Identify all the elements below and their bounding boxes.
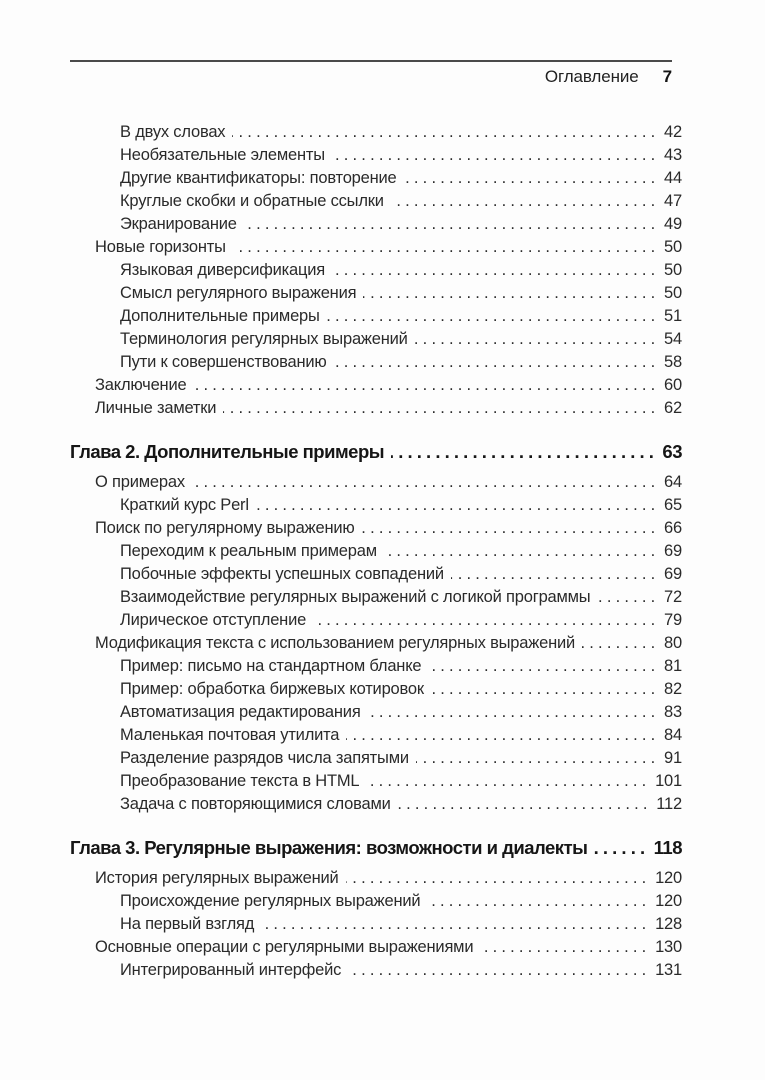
dot-leader xyxy=(261,913,646,936)
toc-entry xyxy=(70,770,682,793)
toc-entry xyxy=(70,793,682,816)
toc-entry-page-number: 42 xyxy=(664,123,682,141)
toc-entry-label: Дополнительные примеры xyxy=(120,307,320,325)
dot-leader xyxy=(416,747,655,770)
toc-entry xyxy=(70,609,682,632)
dot-leader xyxy=(368,701,655,724)
toc-entry-label: Круглые скобки и обратные ссылки xyxy=(120,192,384,210)
dot-leader xyxy=(192,471,655,494)
toc-entry-page-number: 50 xyxy=(664,238,682,256)
toc-entry-label: Лирическое отступление xyxy=(120,611,307,629)
toc-entry-label: Пример: обработка биржевых котировок xyxy=(120,680,424,698)
toc-entry-page-number: 65 xyxy=(664,496,682,514)
toc-chapter-title: Глава 3. Регулярные выражения: возможности и диалекты xyxy=(70,837,588,858)
toc-entry xyxy=(70,913,682,936)
toc-entry-label: Интегрированный интерфейс xyxy=(120,961,342,979)
toc-entry-page-number: 47 xyxy=(664,192,682,210)
toc-entry xyxy=(70,655,682,678)
toc-entry-page-number: 62 xyxy=(664,399,682,417)
toc-entry-page-number: 84 xyxy=(664,726,682,744)
toc-entry xyxy=(70,540,682,563)
toc-entry xyxy=(70,747,682,770)
toc-entry-label: Заключение xyxy=(95,376,187,394)
toc-entry xyxy=(70,890,682,913)
dot-leader xyxy=(256,494,655,517)
toc-entry xyxy=(70,305,682,328)
dot-leader xyxy=(597,586,655,609)
toc-entry-label: Побочные эффекты успешных совпадений xyxy=(120,565,444,583)
dot-leader xyxy=(232,121,655,144)
toc-entry-page-number: 44 xyxy=(664,169,682,187)
dot-leader xyxy=(398,793,648,816)
toc-entry xyxy=(70,121,682,144)
dot-leader xyxy=(346,867,647,890)
toc-entry xyxy=(70,236,682,259)
dot-leader xyxy=(332,144,655,167)
toc-entry-label: Другие квантификаторы: повторение xyxy=(120,169,397,187)
toc-entry xyxy=(70,397,682,420)
page-number: 7 xyxy=(662,67,672,86)
toc-entry xyxy=(70,517,682,540)
toc-entry-page-number: 50 xyxy=(664,261,682,279)
dot-leader xyxy=(332,259,655,282)
toc-chapter-heading xyxy=(70,834,682,862)
toc-entry xyxy=(70,167,682,190)
dot-leader xyxy=(366,770,646,793)
toc-entry xyxy=(70,471,682,494)
toc-entry xyxy=(70,632,682,655)
toc-entry-label: Личные заметки xyxy=(95,399,217,417)
toc-entry-page-number: 130 xyxy=(655,938,682,956)
dot-leader xyxy=(193,374,655,397)
toc-chapter-title: Глава 2. Дополнительные примеры xyxy=(70,441,385,462)
toc-entry xyxy=(70,867,682,890)
dot-leader xyxy=(391,190,655,213)
toc-entry-page-number: 91 xyxy=(664,749,682,767)
toc-entry-label: Модификация текста с использованием регулярных выражений xyxy=(95,634,576,652)
dot-leader xyxy=(404,167,656,190)
toc-entry-label: Смысл регулярного выражения xyxy=(120,284,357,302)
toc-entry-page-number: 82 xyxy=(664,680,682,698)
toc-entry-page-number: 58 xyxy=(664,353,682,371)
toc-entry-label: Пути к совершенствованию xyxy=(120,353,327,371)
toc-entry-label: Краткий курс Perl xyxy=(120,496,249,514)
toc-entry-page-number: 54 xyxy=(664,330,682,348)
toc-entry-label: О примерах xyxy=(95,473,185,491)
toc-entry xyxy=(70,351,682,374)
toc-entry-page-number: 79 xyxy=(664,611,682,629)
dot-leader xyxy=(346,724,655,747)
dot-leader xyxy=(327,305,655,328)
toc-entry xyxy=(70,213,682,236)
dot-leader xyxy=(334,351,655,374)
dot-leader xyxy=(451,563,655,586)
toc-entry xyxy=(70,959,682,982)
toc-entry-label: Необязательные элементы xyxy=(120,146,325,164)
toc-entry xyxy=(70,190,682,213)
toc-entry xyxy=(70,144,682,167)
toc-entry xyxy=(70,724,682,747)
page-header xyxy=(70,66,672,87)
dot-leader xyxy=(480,936,646,959)
toc-entry xyxy=(70,282,682,305)
dot-leader xyxy=(427,890,646,913)
dot-leader xyxy=(313,609,655,632)
toc-entry-label: В двух словах xyxy=(120,123,226,141)
toc-entry xyxy=(70,494,682,517)
toc-entry-label: Переходим к реальным примерам xyxy=(120,542,377,560)
toc-entry-page-number: 80 xyxy=(664,634,682,652)
header-rule xyxy=(70,60,672,62)
toc-entry-page-number: 51 xyxy=(664,307,682,325)
toc-entry-label: Происхождение регулярных выражений xyxy=(120,892,421,910)
toc-entry-page-number: 128 xyxy=(655,915,682,933)
toc-entry-label: Языковая диверсификация xyxy=(120,261,325,279)
dot-leader xyxy=(428,655,655,678)
toc-entry-page-number: 131 xyxy=(655,961,682,979)
toc-entry xyxy=(70,374,682,397)
toc-entry xyxy=(70,701,682,724)
toc-entry xyxy=(70,678,682,701)
toc-entry xyxy=(70,259,682,282)
toc-entry-page-number: 50 xyxy=(664,284,682,302)
toc-entry-page-number: 112 xyxy=(656,795,682,813)
toc-entry xyxy=(70,328,682,351)
toc-entry-label: Новые горизонты xyxy=(95,238,226,256)
dot-leader xyxy=(594,834,644,862)
toc-entry-page-number: 72 xyxy=(664,588,682,606)
toc-entry-page-number: 120 xyxy=(655,892,682,910)
running-header-title: Оглавление xyxy=(544,67,639,86)
toc-entry-page-number: 64 xyxy=(664,473,682,491)
toc-entry-label: Взаимодействие регулярных выражений с логикой программы xyxy=(120,588,591,606)
dot-leader xyxy=(348,959,646,982)
toc-entry-label: Терминология регулярных выражений xyxy=(120,330,408,348)
toc-entry-page-number: 81 xyxy=(664,657,682,675)
dot-leader xyxy=(244,213,655,236)
toc-entry-label: История регулярных выражений xyxy=(95,869,339,887)
toc-entry-label: Поиск по регулярному выражению xyxy=(95,519,355,537)
toc-entry xyxy=(70,563,682,586)
dot-leader xyxy=(223,397,655,420)
dot-leader xyxy=(384,540,655,563)
toc-entry-label: Экранирование xyxy=(120,215,237,233)
toc-entry-page-number: 101 xyxy=(655,772,682,790)
toc-entry-page-number: 83 xyxy=(664,703,682,721)
toc-entry-page-number: 60 xyxy=(664,376,682,394)
toc-chapter-page-number: 118 xyxy=(653,837,682,858)
toc-entry-label: Пример: письмо на стандартном бланке xyxy=(120,657,422,675)
dot-leader xyxy=(362,517,655,540)
toc-entry-label: Задача с повторяющимися словами xyxy=(120,795,391,813)
toc-entry-label: Преобразование текста в HTML xyxy=(120,772,360,790)
dot-leader xyxy=(415,328,655,351)
toc-entry xyxy=(70,936,682,959)
toc xyxy=(70,121,682,982)
toc-entry-page-number: 49 xyxy=(664,215,682,233)
toc-chapter-page-number: 63 xyxy=(662,441,682,462)
toc-entry-page-number: 43 xyxy=(664,146,682,164)
toc-entry-label: Маленькая почтовая утилита xyxy=(120,726,340,744)
dot-leader xyxy=(391,438,653,466)
toc-entry-label: На первый взгляд xyxy=(120,915,255,933)
toc-entry-page-number: 69 xyxy=(664,565,682,583)
toc-entry xyxy=(70,586,682,609)
toc-entry-label: Разделение разрядов числа запятыми xyxy=(120,749,409,767)
toc-entry-page-number: 69 xyxy=(664,542,682,560)
toc-chapter-heading xyxy=(70,438,682,466)
toc-entry-page-number: 66 xyxy=(664,519,682,537)
dot-leader xyxy=(582,632,655,655)
dot-leader xyxy=(431,678,655,701)
toc-entry-label: Основные операции с регулярными выражениями xyxy=(95,938,474,956)
dot-leader xyxy=(233,236,655,259)
toc-entry-page-number: 120 xyxy=(655,869,682,887)
toc-entry-label: Автоматизация редактирования xyxy=(120,703,361,721)
dot-leader xyxy=(363,282,655,305)
